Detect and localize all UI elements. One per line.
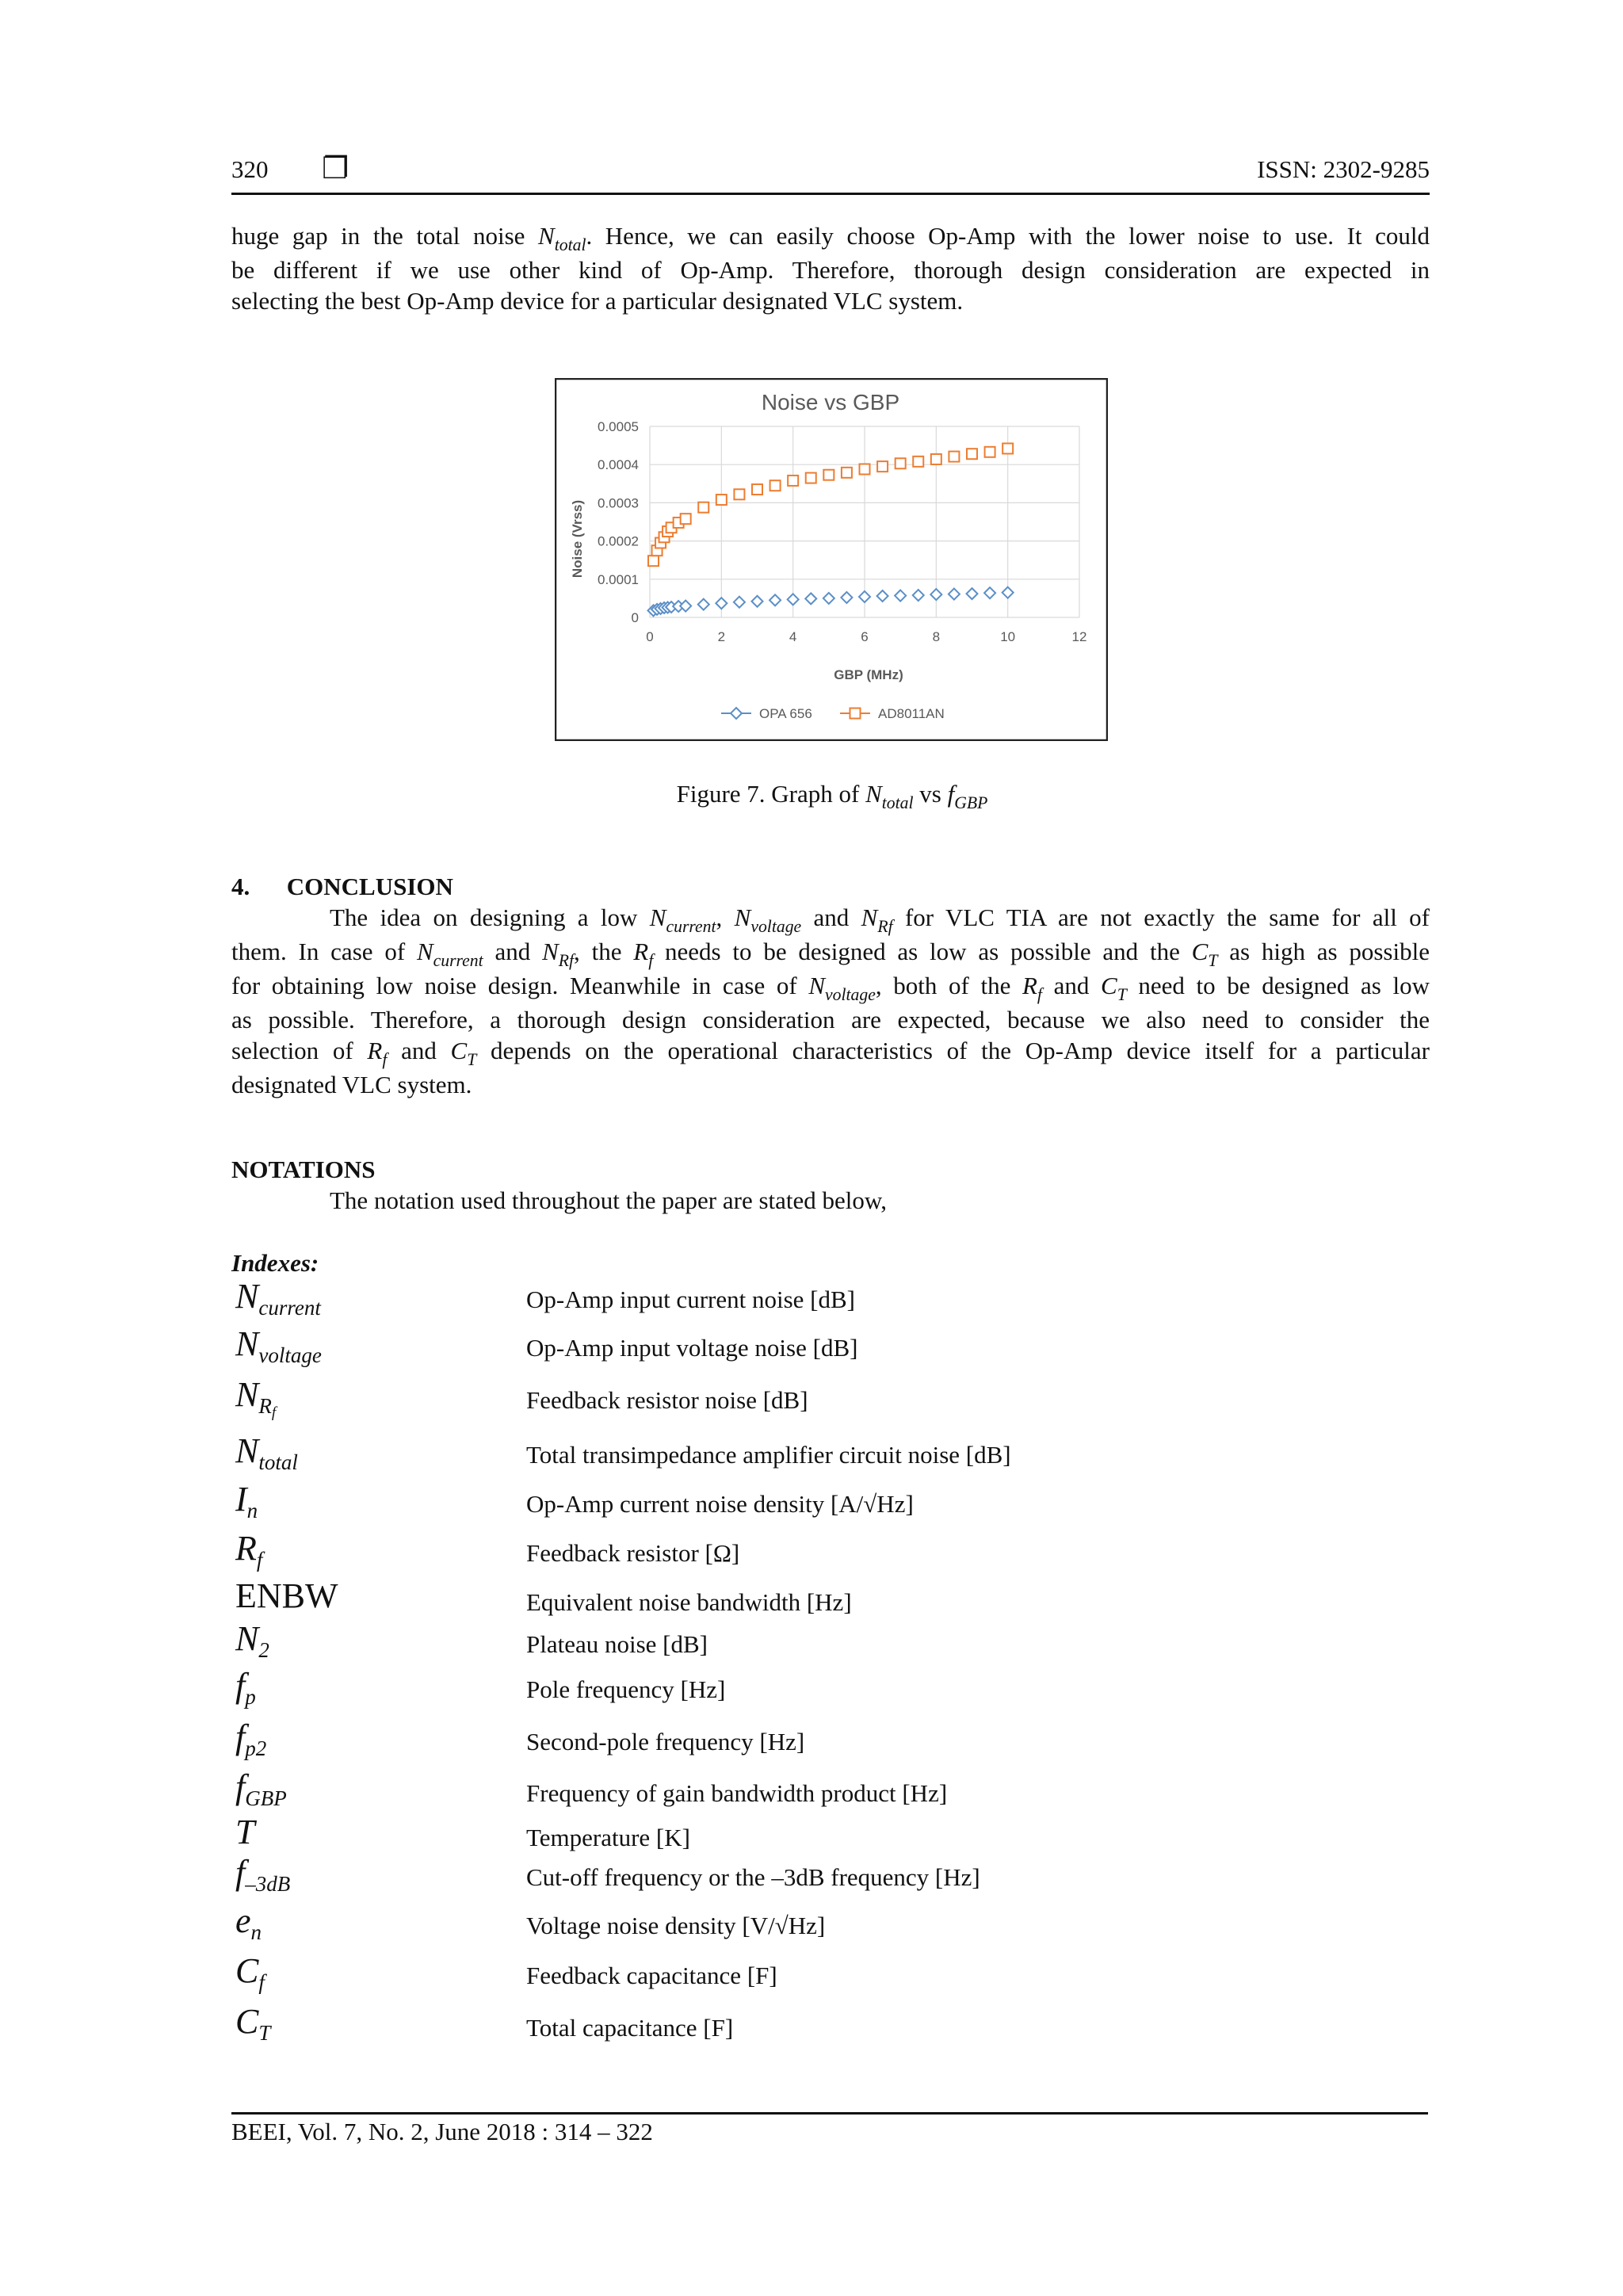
notation-symbol: $e_n$ <box>235 1901 262 1945</box>
notation-symbol: $N_{current}$ <box>235 1277 321 1320</box>
notation-symbol: $f_{-3dB}$ <box>235 1853 291 1897</box>
notation-symbol: $R_f$ <box>235 1529 263 1572</box>
data-point <box>788 476 798 486</box>
y-tick-label: 0.0005 <box>598 419 639 434</box>
y-tick-label: 0.0003 <box>598 495 639 511</box>
issn: ISSN: 2302-9285 <box>1257 155 1430 183</box>
data-point <box>931 454 941 464</box>
notation-description: Total transimpedance amplifier circuit noise [dB] <box>526 1441 1011 1469</box>
notations-intro: The notation used throughout the paper are stated below, <box>330 1186 888 1214</box>
conclusion-line-1: The idea on designing a low $N_{current}$, $N_{voltage}$ and $N_{Rf}$ for VLC TIA are not exactly the same for all of <box>330 904 1430 936</box>
data-point <box>949 452 959 462</box>
notation-symbol: ENBW <box>235 1576 338 1615</box>
conclusion-line-2: them. In case of $N_{current}$ and $N_{Rf}$, the $R_f$ needs to be designed as low as possible and the $C_T$ as high as possible <box>231 938 1430 970</box>
conclusion-line-3: for obtaining low noise design. Meanwhile in case of $N_{voltage}$, both of the $R_f$ and $C_T$ need to be designed as low <box>231 972 1430 1004</box>
y-tick-label: 0.0004 <box>598 457 639 473</box>
conclusion-line-5: selection of $R_f$ and $C_T$ depends on the operational characteristics of the Op-Amp device itself for a particular <box>231 1037 1430 1069</box>
notation-symbol: T <box>235 1813 255 1851</box>
notation-symbol: $N_{total}$ <box>235 1431 298 1475</box>
data-point <box>985 447 995 457</box>
data-point <box>860 464 870 474</box>
x-tick-label: 4 <box>789 629 797 644</box>
x-axis-label: GBP (MHz) <box>834 667 903 682</box>
x-tick-label: 12 <box>1071 629 1087 644</box>
notation-symbol: $f_{p2}$ <box>235 1717 267 1761</box>
notation-description: Cut-off frequency or the –3dB frequency [Hz] <box>526 1863 980 1891</box>
footer-rule <box>231 2112 1428 2115</box>
notation-description: Second-pole frequency [Hz] <box>526 1728 805 1755</box>
page-number: 320 <box>231 155 269 183</box>
x-tick-label: 8 <box>932 629 941 644</box>
data-point <box>734 489 744 499</box>
footer-citation: BEEI, Vol. 7, No. 2, June 2018 : 314 – 322 <box>231 2118 653 2145</box>
notation-symbol: $C_f$ <box>235 1951 265 1995</box>
indexes-label: Indexes: <box>231 1249 319 1277</box>
data-point <box>823 470 834 480</box>
notation-description: Feedback resistor [Ω] <box>526 1539 740 1567</box>
data-point <box>716 495 727 505</box>
noise-vs-gbp-chart <box>555 378 1108 741</box>
notation-description: Frequency of gain bandwidth product [Hz] <box>526 1779 948 1807</box>
y-tick-label: 0.0001 <box>598 571 639 587</box>
data-point <box>913 457 923 467</box>
legend-label: OPA 656 <box>759 706 812 721</box>
header-rule <box>231 193 1430 195</box>
notation-description: Plateau noise [dB] <box>526 1630 708 1658</box>
data-point <box>648 556 659 566</box>
data-point <box>681 514 691 524</box>
legend-marker <box>850 709 861 719</box>
notation-description: Equivalent noise bandwidth [Hz] <box>526 1588 852 1616</box>
notation-description: Feedback capacitance [F] <box>526 1962 777 1989</box>
intro-line-2: be different if we use other kind of Op-Amp. Therefore, thorough design consideration are expected in <box>231 256 1430 284</box>
data-point <box>896 458 906 468</box>
y-tick-label: 0 <box>631 610 639 625</box>
data-point <box>806 473 816 483</box>
data-point <box>842 468 852 478</box>
notation-description: Voltage noise density [V/√Hz] <box>526 1912 826 1939</box>
figure-caption: Figure 7. Graph of $N_{total}$ vs $f_{GBP}$ <box>676 780 988 812</box>
conclusion-heading: 4. CONCLUSION <box>231 873 453 900</box>
data-point <box>698 502 708 513</box>
y-tick-label: 0.0002 <box>598 533 639 549</box>
conclusion-line-4: as possible. Therefore, a thorough design consideration are expected, because we also need to consider the <box>231 1006 1430 1033</box>
notation-description: Total capacitance [F] <box>526 2014 734 2042</box>
notation-description: Temperature [K] <box>526 1824 690 1851</box>
data-point <box>752 484 762 495</box>
intro-line-1: huge gap in the total noise $N_{total}$. Hence, we can easily choose Op-Amp with the lower noise to use. It could <box>231 222 1430 254</box>
notation-symbol: $C_T$ <box>235 2002 271 2046</box>
notation-description: Op-Amp input current noise [dB] <box>526 1286 855 1313</box>
notation-description: Pole frequency [Hz] <box>526 1675 726 1703</box>
notation-description: Op-Amp current noise density [A/√Hz] <box>526 1490 914 1518</box>
notation-description: Feedback resistor noise [dB] <box>526 1386 808 1414</box>
data-point <box>1002 443 1013 453</box>
box-icon: ❐ <box>322 151 349 185</box>
notations-heading: NOTATIONS <box>231 1156 376 1183</box>
notation-symbol: $N_{voltage}$ <box>235 1324 322 1368</box>
conclusion-paragraph <box>231 902 1430 1100</box>
notation-symbol: $N_2$ <box>235 1619 269 1663</box>
y-axis-label: Noise (Vrss) <box>570 499 585 579</box>
chart-title: Noise vs GBP <box>761 390 900 415</box>
x-tick-label: 2 <box>717 629 726 644</box>
data-point <box>967 449 977 459</box>
notation-symbol: $f_{GBP}$ <box>235 1767 287 1811</box>
x-tick-label: 6 <box>861 629 869 644</box>
conclusion-line-6: designated VLC system. <box>231 1071 472 1098</box>
intro-line-3: selecting the best Op-Amp device for a particular designated VLC system. <box>231 287 964 315</box>
notation-symbol: $N_{Rf}$ <box>235 1375 277 1422</box>
notation-description: Op-Amp input voltage noise [dB] <box>526 1334 858 1362</box>
legend-label: AD8011AN <box>878 706 945 721</box>
intro-paragraph <box>231 220 1430 316</box>
notation-symbol: $f_p$ <box>235 1666 256 1710</box>
notation-symbol: $I_n$ <box>235 1480 258 1523</box>
x-tick-label: 0 <box>646 629 654 644</box>
data-point <box>770 480 781 491</box>
x-tick-label: 10 <box>1000 629 1016 644</box>
data-point <box>877 461 888 472</box>
